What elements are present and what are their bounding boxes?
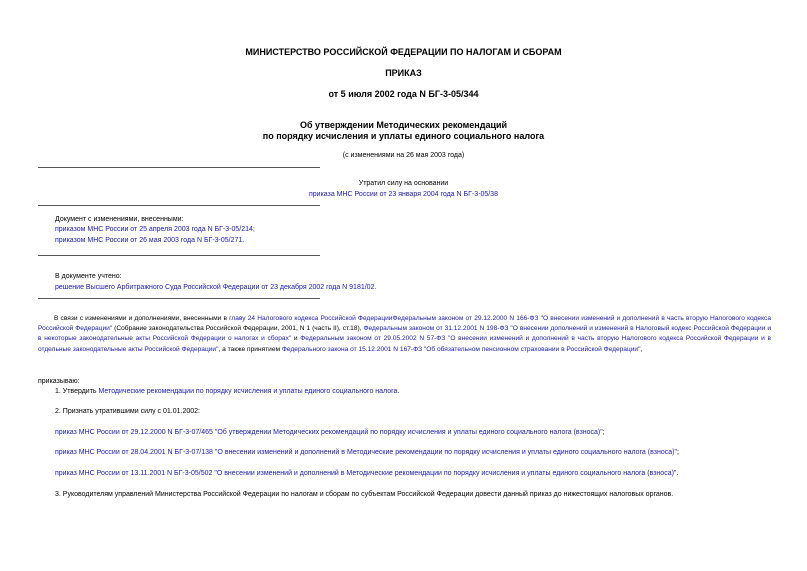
item-1-prefix: 1. Утвердить bbox=[55, 388, 99, 395]
considered-label: В документе учтено: bbox=[55, 273, 122, 280]
title-line-2: по порядку исчисления и уплаты единого социального налога bbox=[262, 131, 545, 141]
intro-text: , bbox=[640, 345, 643, 353]
divider bbox=[38, 205, 320, 206]
tax-code-link[interactable]: главу 24 Налогового кодекса Российской Федерации bbox=[229, 315, 393, 322]
lost-force-text: Утратил силу на основании bbox=[358, 180, 449, 187]
ministry-title: МИНИСТЕРСТВО РОССИЙСКОЙ ФЕДЕРАЦИИ ПО НАЛОГАМ И СБОРАМ bbox=[245, 47, 562, 57]
revoked-order-1 bbox=[55, 429, 605, 436]
law-166-link[interactable]: Федеральным законом от 29.12.2000 N 166-ФЗ "О внесении изменений и дополнений в часть вторую Налогового кодекса Российской Федерации" bbox=[38, 315, 771, 333]
revoked-order-link[interactable]: приказ МНС России от 29.12.2000 N БГ-3-07/465 "Об утверждении Методических рекомендаций по порядку исчисления и уплаты единого социального налога (взноса)" bbox=[55, 429, 603, 436]
doc-type: ПРИКАЗ bbox=[385, 68, 422, 78]
considered-link[interactable]: решение Высшего Арбитражного Суда Российской Федерации от 23 декабря 2002 года N 9181/02. bbox=[55, 284, 377, 291]
revoked-suffix: . bbox=[676, 470, 679, 477]
intro-text: В связи с изменениями и дополнениями, внесенными в bbox=[54, 315, 230, 322]
intro-text: (Собрание законодательства Российской Федерации, 2001, N 1 (часть II), ст.18), bbox=[112, 325, 364, 333]
amended-note: (с изменениями на 26 мая 2003 года) bbox=[342, 152, 465, 159]
amendment-link-2[interactable]: приказом МНС России от 26 мая 2003 года N БГ-3-05/271. bbox=[55, 237, 245, 244]
order-word: приказываю: bbox=[38, 378, 80, 385]
item-3: 3. Руководителям управлений Министерства Российской Федерации по налогам и сборам по субъектам Российской Федерации довести данный приказ до нижестоящих налоговых органов. bbox=[55, 491, 674, 498]
law-167-link[interactable]: Федерального закона от 15.12.2001 N 167-ФЗ "Об обязательном пенсионном страховании в Российской Федерации" bbox=[281, 345, 641, 353]
title-line-1: Об утверждении Методических рекомендаций bbox=[299, 120, 508, 130]
divider bbox=[38, 255, 320, 256]
law-57-link[interactable]: Федеральным законом от 29.05.2002 N 57-ФЗ "О внесении изменений и дополнений в часть вторую Налогового кодекса Российской Федерации и в отдельные законодательные акты Российской Федерации" bbox=[38, 335, 771, 353]
revoked-order-link[interactable]: приказ МНС России от 13.11.2001 N БГ-3-05/502 "О внесении изменений и дополнений в Методические рекомендации по порядку исчисления и уплаты единого социального налога (взноса)" bbox=[55, 470, 677, 477]
intro-text: и bbox=[291, 335, 301, 343]
date-number: от 5 июля 2002 года N БГ-3-05/344 bbox=[328, 89, 479, 99]
lost-force-link[interactable]: приказа МНС России от 23 января 2004 года N БГ-3-05/38 bbox=[309, 191, 498, 198]
amendment-link-1[interactable]: приказом МНС России от 25 апреля 2003 года N БГ-3-05/214; bbox=[55, 226, 255, 233]
methodical-recommendations-link[interactable]: Методические рекомендации по порядку исчисления и уплаты единого социального налога bbox=[98, 388, 398, 395]
revoked-order-link[interactable]: приказ МНС России от 28.04.2001 N БГ-3-07/138 "О внесении изменений и дополнений в Методические рекомендации по порядку исчисления и уплаты единого социального налога (взноса)" bbox=[55, 449, 677, 456]
divider bbox=[38, 167, 320, 168]
item-2: 2. Признать утратившими силу с 01.01.2002: bbox=[55, 408, 200, 415]
intro-paragraph bbox=[38, 314, 771, 355]
divider bbox=[38, 298, 320, 299]
law-198-link[interactable]: Федеральным законом от 31.12.2001 N 198-ФЗ "О внесении дополнений и изменений в Налоговый кодекс Российской Федерации и в некоторые законодательные акты Российской Федерации о налогах и сборах" bbox=[38, 325, 772, 343]
intro-text: , а также принятием bbox=[218, 345, 282, 353]
item-1-suffix: . bbox=[397, 388, 400, 395]
item-1 bbox=[55, 388, 399, 395]
revoked-order-2 bbox=[55, 449, 679, 456]
revoked-order-3 bbox=[55, 470, 678, 477]
revoked-suffix: ; bbox=[676, 449, 679, 456]
revoked-suffix: ; bbox=[602, 429, 605, 436]
amendments-label: Документ с изменениями, внесенными: bbox=[55, 216, 184, 223]
